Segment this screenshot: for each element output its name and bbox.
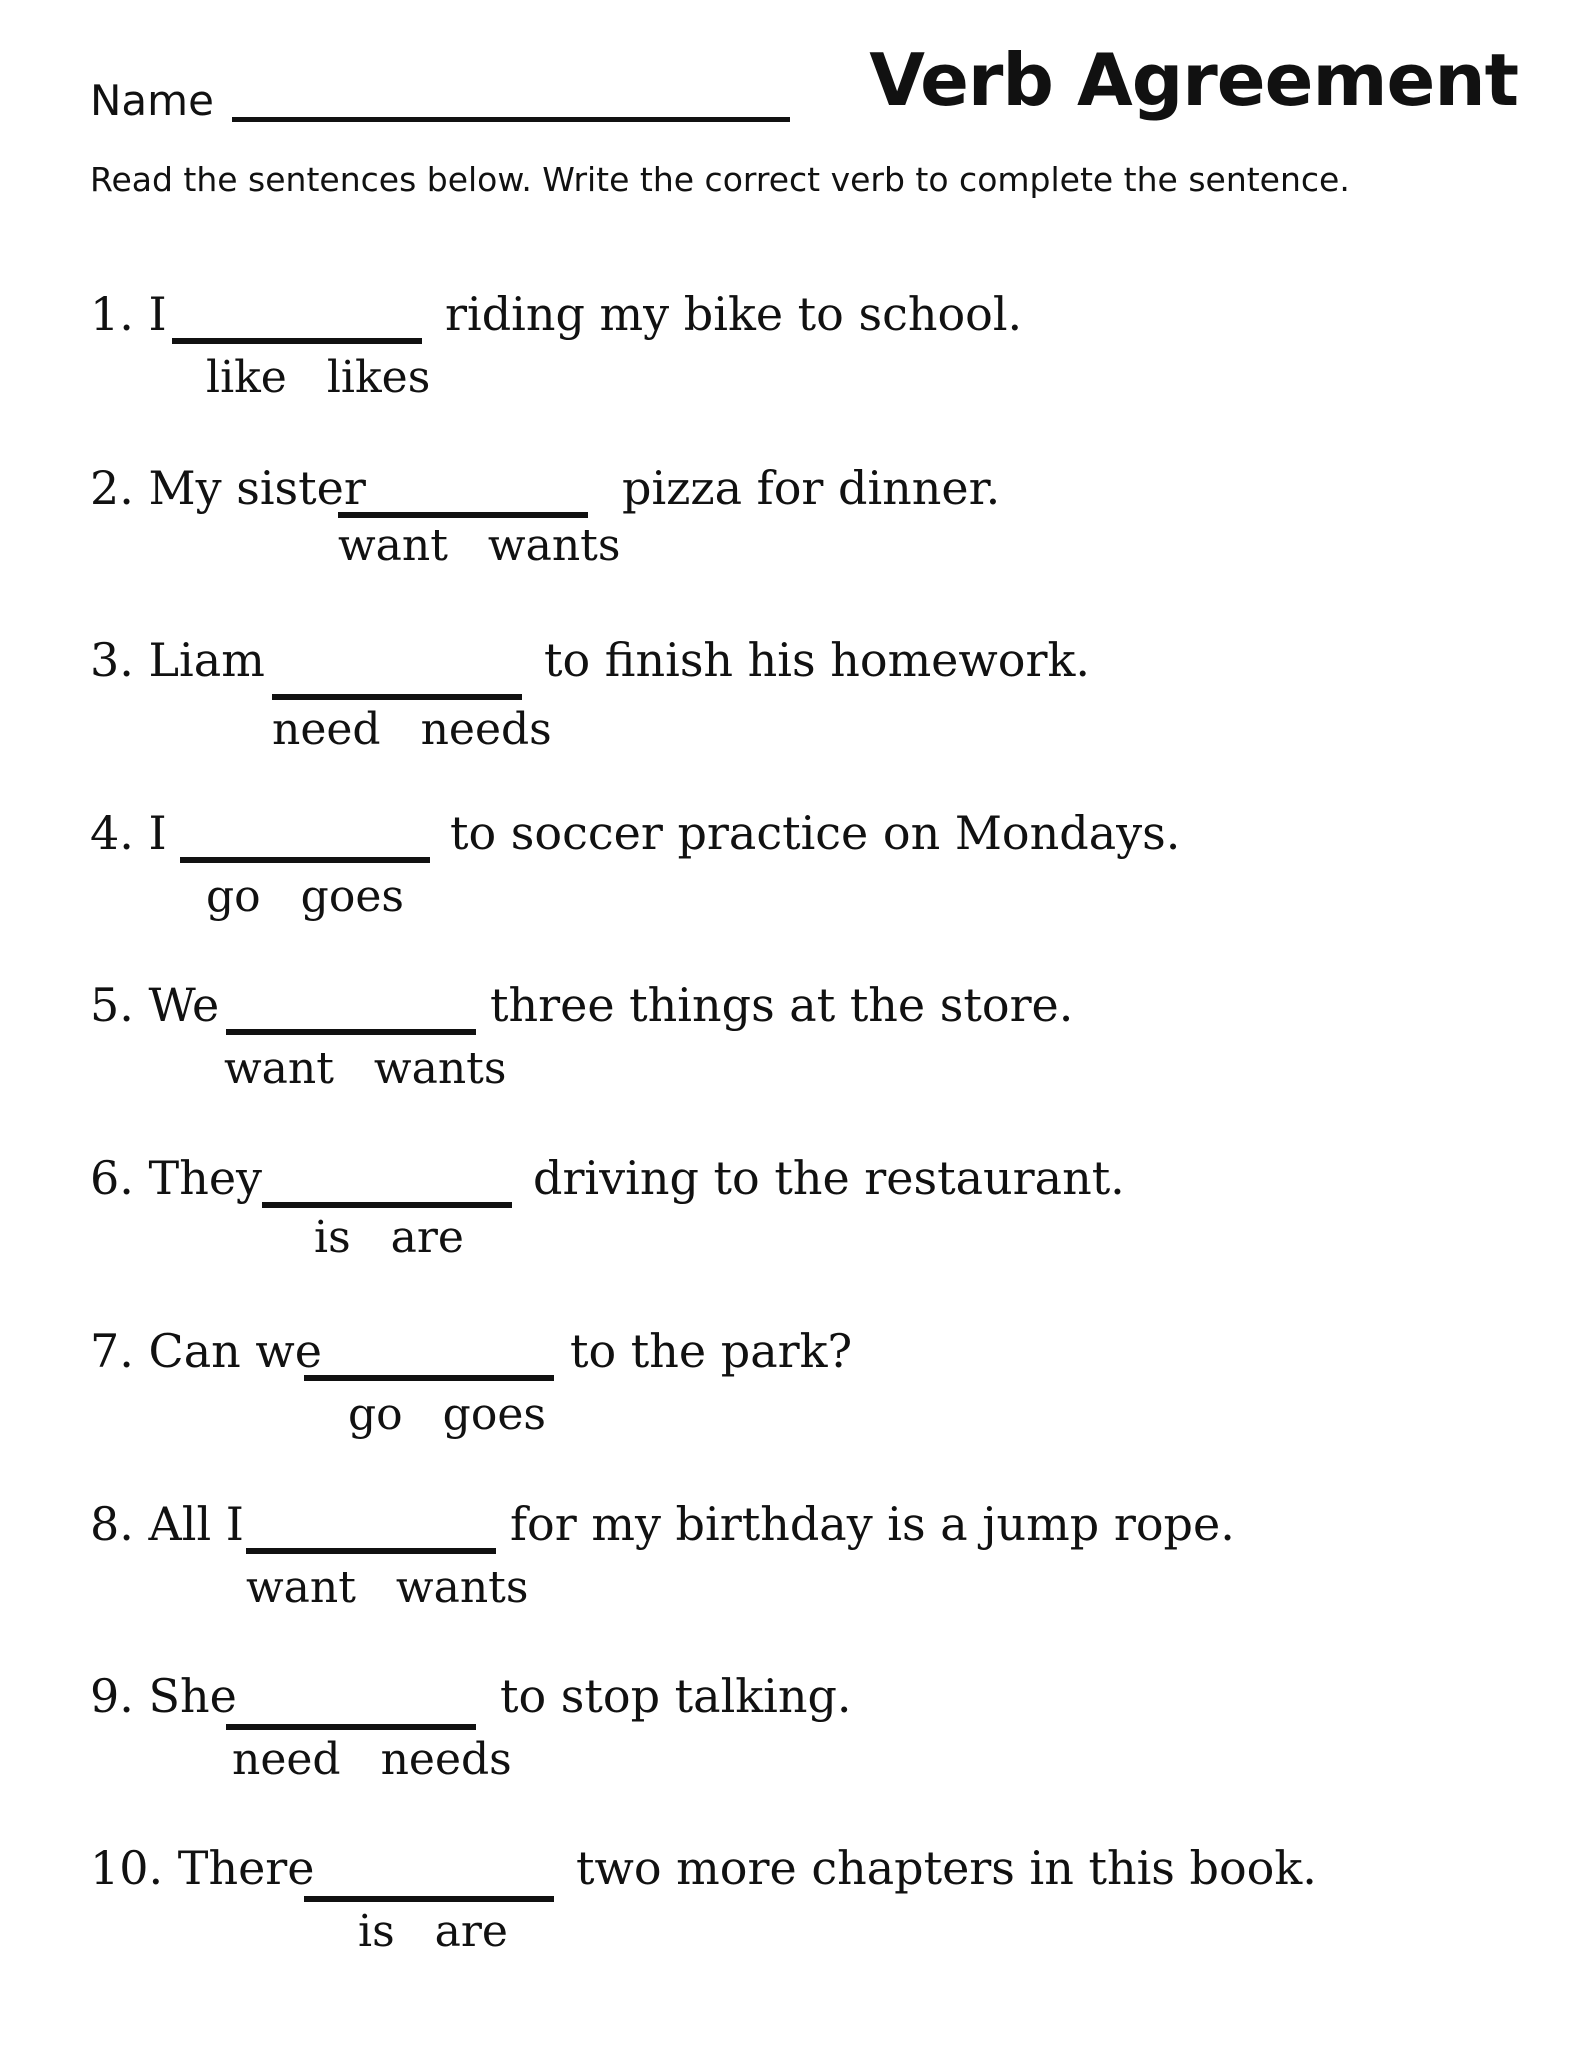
choice-option: need — [272, 704, 381, 755]
question-9 — [0, 1668, 1588, 1808]
choice-option: wants — [373, 1043, 507, 1094]
question-prefix: 4. I — [90, 806, 167, 860]
verb-choices — [232, 1734, 512, 1786]
question-4 — [0, 805, 1588, 945]
question-prefix: 5. We — [90, 978, 220, 1032]
question-prefix: 1. I — [90, 287, 167, 341]
choice-option: are — [434, 1906, 508, 1957]
question-suffix: riding my bike to school. — [445, 287, 1023, 341]
choice-option: go — [348, 1389, 403, 1440]
answer-blank[interactable] — [226, 1029, 476, 1035]
question-suffix: pizza for dinner. — [622, 461, 1001, 515]
verb-choices — [338, 520, 620, 572]
name-label: Name — [90, 76, 214, 125]
question-1 — [0, 286, 1588, 426]
question-3 — [0, 632, 1588, 772]
verb-choices — [246, 1562, 528, 1614]
question-suffix: to soccer practice on Mondays. — [450, 806, 1181, 860]
question-7 — [0, 1323, 1588, 1463]
question-6 — [0, 1150, 1588, 1290]
choice-option: goes — [442, 1389, 546, 1440]
choice-option: need — [232, 1734, 341, 1785]
question-suffix: to finish his homework. — [544, 633, 1090, 687]
answer-blank[interactable] — [304, 1896, 554, 1902]
question-suffix: to stop talking. — [500, 1669, 852, 1723]
question-prefix: 6. They — [90, 1151, 263, 1205]
choice-option: wants — [395, 1562, 529, 1613]
question-suffix: for my birthday is a jump rope. — [510, 1497, 1235, 1551]
answer-blank[interactable] — [304, 1375, 554, 1381]
choice-option: is — [314, 1212, 351, 1263]
choice-option: want — [338, 520, 448, 571]
answer-blank[interactable] — [226, 1724, 476, 1730]
answer-blank[interactable] — [262, 1202, 512, 1208]
question-prefix: 8. All I — [90, 1497, 244, 1551]
verb-choices — [206, 871, 404, 923]
choice-option: like — [206, 352, 287, 403]
page-title: Verb Agreement — [869, 38, 1518, 122]
question-prefix: 10. There — [90, 1841, 315, 1895]
choice-option: want — [224, 1043, 334, 1094]
choice-option: want — [246, 1562, 356, 1613]
instructions: Read the sentences below. Write the correct verb to complete the sentence. — [90, 160, 1350, 199]
verb-choices — [348, 1389, 546, 1441]
question-suffix: two more chapters in this book. — [576, 1841, 1317, 1895]
question-prefix: 9. She — [90, 1669, 237, 1723]
answer-blank[interactable] — [246, 1548, 496, 1554]
choice-option: are — [390, 1212, 464, 1263]
question-suffix: to the park? — [570, 1324, 853, 1378]
question-prefix: 2. My sister — [90, 461, 366, 515]
choice-option: needs — [420, 704, 552, 755]
question-suffix: three things at the store. — [490, 978, 1074, 1032]
verb-choices — [224, 1043, 506, 1095]
question-10 — [0, 1840, 1588, 1980]
question-prefix: 3. Liam — [90, 633, 265, 687]
choice-option: is — [358, 1906, 395, 1957]
question-5 — [0, 977, 1588, 1117]
choice-option: goes — [300, 871, 404, 922]
answer-blank[interactable] — [338, 512, 588, 518]
answer-blank[interactable] — [180, 857, 430, 863]
name-input-line[interactable] — [232, 117, 790, 122]
question-prefix: 7. Can we — [90, 1324, 322, 1378]
verb-choices — [358, 1906, 508, 1958]
verb-choices — [206, 352, 430, 404]
choice-option: go — [206, 871, 261, 922]
choice-option: likes — [326, 352, 431, 403]
question-2 — [0, 460, 1588, 600]
question-8 — [0, 1496, 1588, 1636]
verb-choices — [272, 704, 552, 756]
choice-option: needs — [380, 1734, 512, 1785]
verb-choices — [314, 1212, 464, 1264]
question-suffix: driving to the restaurant. — [533, 1151, 1125, 1205]
answer-blank[interactable] — [172, 338, 422, 344]
choice-option: wants — [487, 520, 621, 571]
answer-blank[interactable] — [272, 694, 522, 700]
